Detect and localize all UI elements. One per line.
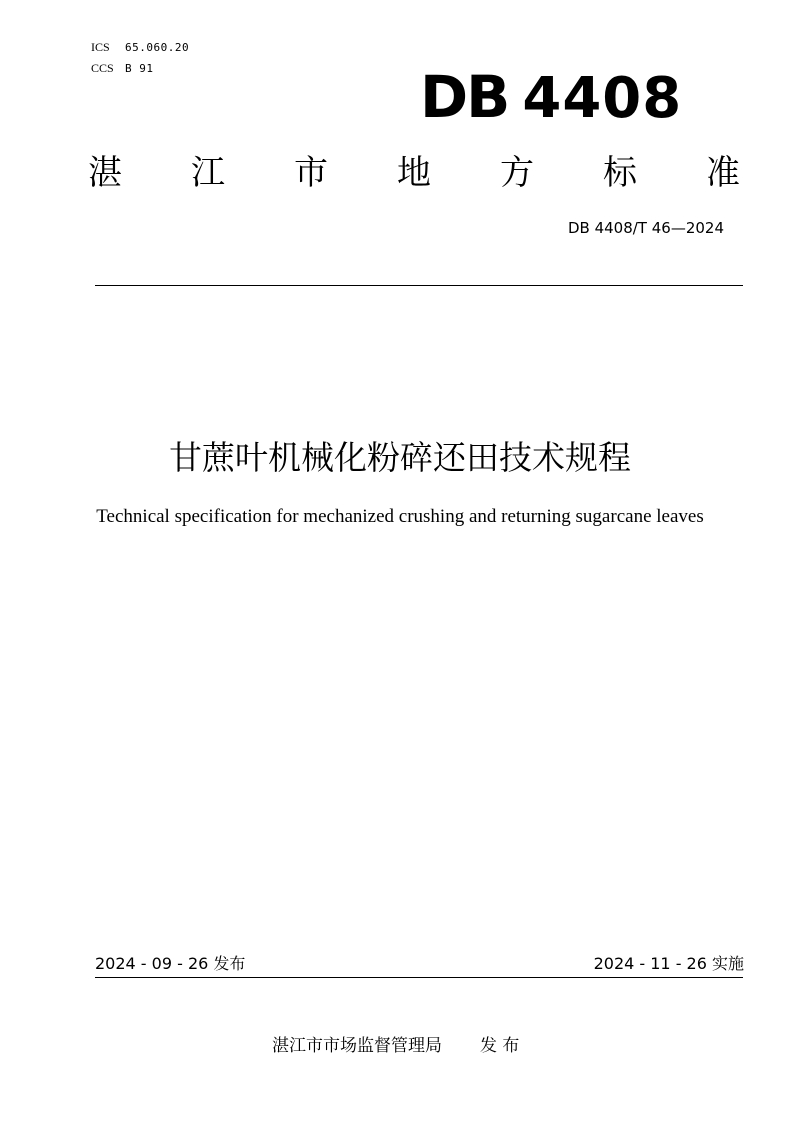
title-chinese: 甘蔗叶机械化粉碎还田技术规程 — [169, 438, 631, 477]
standard-mark-prefix: DB — [420, 63, 509, 131]
ccs-code — [91, 61, 154, 76]
standard-type-char: 市 — [294, 153, 328, 193]
standard-type-char: 湛 — [88, 153, 122, 193]
ics-label: ICS — [91, 40, 110, 54]
standard-type-char: 准 — [706, 153, 740, 193]
top-divider — [95, 285, 743, 286]
ccs-label: CCS — [91, 61, 114, 75]
standard-mark — [420, 62, 682, 134]
standard-type-char: 方 — [500, 153, 534, 193]
ccs-value: B 91 — [125, 62, 154, 75]
standard-type-char: 地 — [397, 153, 431, 193]
standard-number: DB 4408/T 46—2024 — [567, 219, 724, 237]
issue-date: 2024 - 09 - 26 发布 — [95, 954, 246, 973]
standard-type-char: 江 — [191, 153, 225, 193]
issuer-action: 发 布 — [480, 1036, 520, 1056]
ics-code — [91, 40, 189, 55]
implementation-date: 2024 - 11 - 26 实施 — [593, 954, 744, 973]
title-english: Technical specification for mechanized crushing and returning sugarcane leaves — [96, 506, 704, 527]
standard-type-char: 标 — [603, 153, 637, 193]
ics-value: 65.060.20 — [125, 41, 190, 54]
standard-type-heading — [88, 148, 740, 198]
issuer-line — [272, 1034, 519, 1058]
issuer-name: 湛江市市场监督管理局 — [272, 1036, 442, 1056]
standard-mark-code: 4408 — [522, 66, 683, 131]
bottom-divider — [95, 977, 743, 978]
